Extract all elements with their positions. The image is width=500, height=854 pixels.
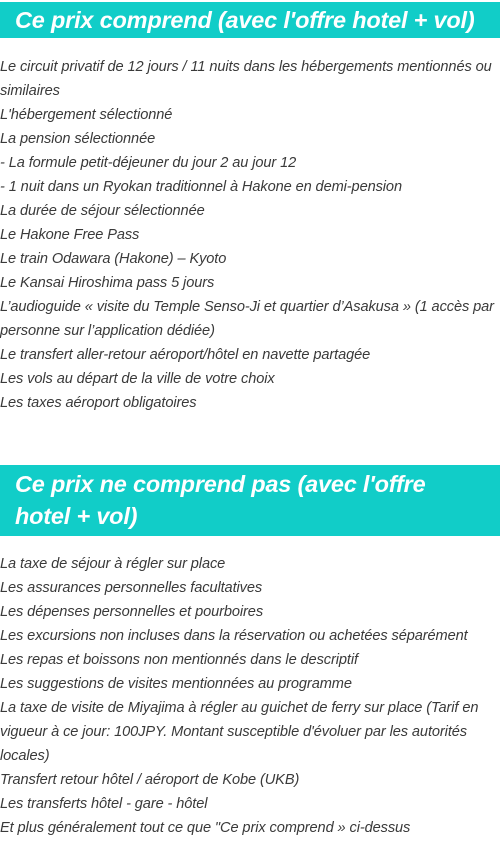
list-item: L’audioguide « visite du Temple Senso-Ji et quartier d’Asakusa » (1 accès par personne sur l’application dédiée) [0, 299, 494, 339]
list-item: - 1 nuit dans un Ryokan traditionnel à Hakone en demi-pension [0, 179, 402, 195]
list-item: La pension sélectionnée [0, 131, 156, 147]
included-banner [0, 2, 500, 38]
list-item: La taxe de visite de Miyajima à régler au guichet de ferry sur place (Tarif en vigueur à ce jour: 100JPY. Montant susceptible d'évoluer par les autorités locales) [0, 700, 479, 764]
list-item: Les transferts hôtel - gare - hôtel [0, 796, 208, 812]
excluded-list [0, 552, 500, 840]
list-item: Le circuit privatif de 12 jours / 11 nuits dans les hébergements mentionnés ou similaires [0, 59, 492, 99]
list-item: La taxe de séjour à régler sur place [0, 556, 226, 572]
list-item: Les suggestions de visites mentionnées au programme [0, 676, 352, 692]
excluded-title: Ce prix ne comprend pas (avec l'offre hotel + vol) [15, 471, 426, 529]
list-item: Les assurances personnelles facultatives [0, 580, 263, 596]
list-item: Les excursions non incluses dans la réservation ou achetées séparément [0, 628, 468, 644]
list-item: Et plus généralement tout ce que "Ce prix comprend » ci-dessus [0, 820, 411, 836]
section-spacer [0, 415, 500, 465]
excluded-banner [0, 465, 500, 536]
included-title: Ce prix comprend (avec l'offre hotel + vol) [15, 7, 475, 33]
list-item: Le transfert aller-retour aéroport/hôtel en navette partagée [0, 347, 371, 363]
list-item: Les dépenses personnelles et pourboires [0, 604, 264, 620]
list-item: Le Hakone Free Pass [0, 227, 140, 243]
list-item: Le Kansai Hiroshima pass 5 jours [0, 275, 215, 291]
list-item: Transfert retour hôtel / aéroport de Kobe (UKB) [0, 772, 300, 788]
list-item: La durée de séjour sélectionnée [0, 203, 205, 219]
list-item: Les repas et boissons non mentionnés dans le descriptif [0, 652, 358, 668]
list-item: - La formule petit-déjeuner du jour 2 au jour 12 [0, 155, 297, 171]
included-list [0, 55, 500, 415]
list-item: L'hébergement sélectionné [0, 107, 173, 123]
list-item: Le train Odawara (Hakone) – Kyoto [0, 251, 227, 267]
list-item: Les taxes aéroport obligatoires [0, 395, 197, 411]
list-item: Les vols au départ de la ville de votre choix [0, 371, 275, 387]
